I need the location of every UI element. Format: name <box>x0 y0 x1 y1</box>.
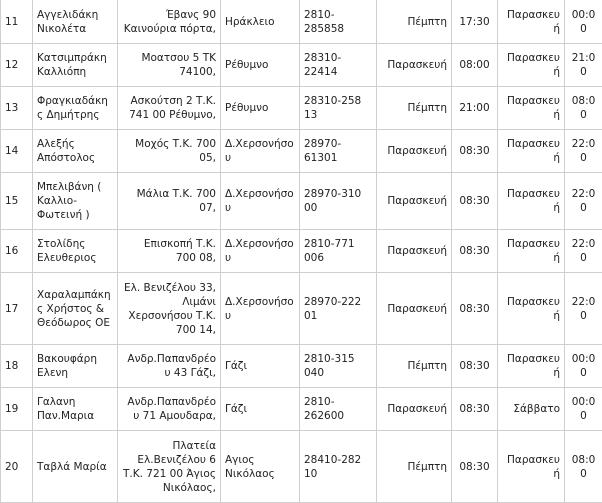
start-time: 08:30 <box>452 431 498 503</box>
start-day: Παρασκευή <box>377 44 452 87</box>
end-time: 22:00 <box>565 273 602 345</box>
city: Αγιος Νικόλαος <box>221 431 300 503</box>
end-time: 00:00 <box>565 0 602 44</box>
start-time: 08:30 <box>452 273 498 345</box>
row-number: 16 <box>1 230 33 273</box>
start-day: Παρασκευή <box>377 230 452 273</box>
start-day: Παρασκευή <box>377 388 452 431</box>
end-time: 22:00 <box>565 130 602 173</box>
phone: 2810-315 040 <box>300 345 377 388</box>
phone: 28310-258 13 <box>300 87 377 130</box>
phone: 28310-22414 <box>300 44 377 87</box>
start-day: Πέμπτη <box>377 431 452 503</box>
city: Ρέθυμνο <box>221 87 300 130</box>
phone: 28970-310 00 <box>300 173 377 230</box>
pharmacist-name: Χαραλαμπάκης Χρήστος & Θεόδωρος ΟΕ <box>33 273 118 345</box>
end-day: Παρασκευή <box>498 173 565 230</box>
phone: 28970-61301 <box>300 130 377 173</box>
table-row <box>1 87 602 130</box>
table-row <box>1 130 602 173</box>
city: Δ.Χερσονήσου <box>221 273 300 345</box>
start-day: Πέμπτη <box>377 87 452 130</box>
table-row <box>1 345 602 388</box>
start-day: Πέμπτη <box>377 345 452 388</box>
city: Δ.Χερσονήσου <box>221 173 300 230</box>
table-row <box>1 273 602 345</box>
end-time: 00:00 <box>565 345 602 388</box>
end-time: 08:00 <box>565 431 602 503</box>
end-time: 00:00 <box>565 388 602 431</box>
table-row <box>1 0 602 44</box>
end-time: 22:00 <box>565 230 602 273</box>
end-time: 22:00 <box>565 173 602 230</box>
pharmacist-name: Κατσιμπράκη Καλλιόπη <box>33 44 118 87</box>
end-day: Σάββατο <box>498 388 565 431</box>
row-number: 11 <box>1 0 33 44</box>
phone: 2810-262600 <box>300 388 377 431</box>
pharmacist-name: Στολίδης Ελευθεριος <box>33 230 118 273</box>
row-number: 17 <box>1 273 33 345</box>
address: Ελ. Βενιζέλου 33, Λιμάνι Χερσονήσου Τ.Κ. 700 14, <box>118 273 221 345</box>
start-time: 08:00 <box>452 44 498 87</box>
table-row <box>1 44 602 87</box>
start-time: 08:30 <box>452 130 498 173</box>
table-row <box>1 173 602 230</box>
pharmacist-name: Ταβλά Μαρία <box>33 431 118 503</box>
address: Μάλια Τ.Κ. 700 07, <box>118 173 221 230</box>
phone: 2810-771 006 <box>300 230 377 273</box>
city: Δ.Χερσονήσου <box>221 130 300 173</box>
pharmacist-name: Αγγελιδάκη Νικολέτα <box>33 0 118 44</box>
start-day: Παρασκευή <box>377 273 452 345</box>
address: Έβανς 90 Καινούρια πόρτα, <box>118 0 221 44</box>
city: Ρέθυμνο <box>221 44 300 87</box>
row-number: 15 <box>1 173 33 230</box>
start-day: Πέμπτη <box>377 0 452 44</box>
start-day: Παρασκευή <box>377 173 452 230</box>
row-number: 20 <box>1 431 33 503</box>
row-number: 19 <box>1 388 33 431</box>
start-day: Παρασκευή <box>377 130 452 173</box>
address: Μοατσου 5 ΤΚ 74100, <box>118 44 221 87</box>
end-time: 21:00 <box>565 44 602 87</box>
pharmacist-name: Γαλανη Παν.Μαρια <box>33 388 118 431</box>
row-number: 18 <box>1 345 33 388</box>
address: Ανδρ.Παπανδρέου 71 Αμουδαρα, <box>118 388 221 431</box>
row-number: 12 <box>1 44 33 87</box>
row-number: 14 <box>1 130 33 173</box>
end-day: Παρασκευή <box>498 230 565 273</box>
start-time: 17:30 <box>452 0 498 44</box>
row-number: 13 <box>1 87 33 130</box>
end-day: Παρασκευή <box>498 273 565 345</box>
end-day: Παρασκευή <box>498 130 565 173</box>
end-day: Παρασκευή <box>498 87 565 130</box>
pharmacist-name: Βακουφάρη Ελενη <box>33 345 118 388</box>
city: Γάζι <box>221 345 300 388</box>
city: Γάζι <box>221 388 300 431</box>
end-time: 08:00 <box>565 87 602 130</box>
address: Ασκούτση 2 Τ.Κ. 741 00 Ρέθυμνο, <box>118 87 221 130</box>
address: Επισκοπή Τ.Κ. 700 08, <box>118 230 221 273</box>
phone: 2810-285858 <box>300 0 377 44</box>
start-time: 08:30 <box>452 173 498 230</box>
pharmacist-name: Φραγκιαδάκης Δημήτρης <box>33 87 118 130</box>
start-time: 21:00 <box>452 87 498 130</box>
phone: 28970-222 01 <box>300 273 377 345</box>
phone: 28410-282 10 <box>300 431 377 503</box>
pharmacist-name: Μπελιβάνη ( Καλλιο-Φωτεινή ) <box>33 173 118 230</box>
end-day: Παρασκευή <box>498 345 565 388</box>
table-row <box>1 230 602 273</box>
start-time: 08:30 <box>452 345 498 388</box>
end-day: Παρασκευή <box>498 431 565 503</box>
pharmacist-name: Αλεξής Απόστολος <box>33 130 118 173</box>
address: Πλατεία Ελ.Βενιζέλου 6 Τ.Κ. 721 00 Άγιος Νικόλαος, <box>118 431 221 503</box>
city: Ηράκλειο <box>221 0 300 44</box>
start-time: 08:30 <box>452 388 498 431</box>
end-day: Παρασκευή <box>498 44 565 87</box>
start-time: 08:30 <box>452 230 498 273</box>
end-day: Παρασκευή <box>498 0 565 44</box>
city: Δ.Χερσονήσου <box>221 230 300 273</box>
address: Μοχός Τ.Κ. 700 05, <box>118 130 221 173</box>
table-row <box>1 431 602 503</box>
address: Ανδρ.Παπανδρέου 43 Γάζι, <box>118 345 221 388</box>
table-row <box>1 388 602 431</box>
